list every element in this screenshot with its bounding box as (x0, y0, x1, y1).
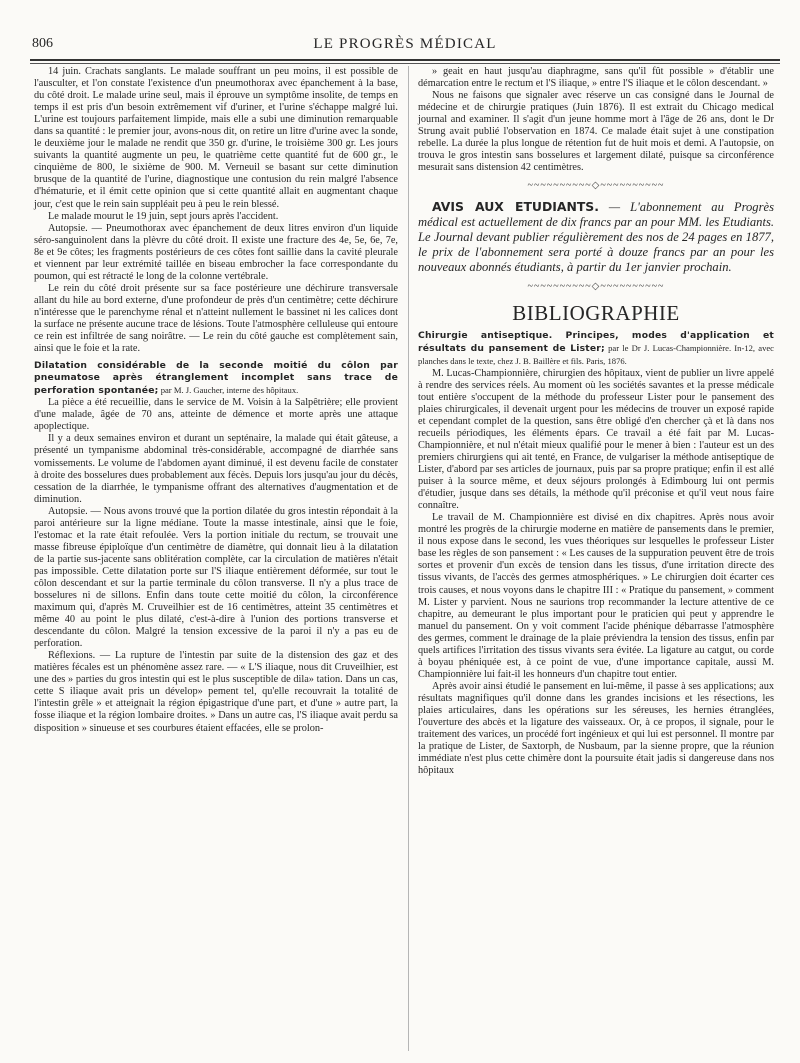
paragraph: Autopsie. — Nous avons trouvé que la portion dilatée du gros intestin répondait à la paroi antérieure sur la ligne médiane. Toute la masse intestinale, ainsi que le foie, l'estomac et la rate était refoulée. Vers la portion initiale du rectum, se trouvait une masse fibreuse épiploïque d'un centimètre de diamètre, qui donnait lieu à la dilatation de la partie sus-jacente sans oblitération complète, car la circulation de matières n'était pas impossible. Cette dilatation porte sur l'S iliaque entièrement déformée, sur tout le côlon descendant et sur la partie terminale du côlon transverse. Il n'y a plus trace de bosselures ni de sillons. Enfin dans toute cette moitié du côlon, la circonférence maximum qui, d'après M. Cruveilhier est de 16 centimètres, atteint 35 centimètres et même 40 au point le plus dilaté, c'est-à-dire à l'union des portions transverse et descendante du côlon. Malgré la tension excessive de la paroi il n'y a pas eu de perforation. (34, 505, 398, 650)
paragraph: Autopsie. — Pneumothorax avec épanchement de deux litres environ d'un liquide séro-sanguinolent dans la plèvre du côté droit. Il existe une fracture des 4e, 5e, 6e, 7e, 8e et 9e côtes; les fragments postérieurs de ces côtes font saillie dans la cavité pleurale et viennent par leur extrémité taillée en biseau embrocher la face correspondante du poumon, qui est rétracté le long de la colonne vertébrale. (34, 222, 398, 282)
header-rule (30, 59, 780, 61)
notice-body: — L'abonnement au Progrès médical est actuellement de dix francs par an pour MM. les Etudiants. Le Journal devant publier régulièrement des nos de 24 pages en 1877, le prix de l'abonnement sera porté à douze francs par an pour les nouveaux abonnés étudiants, à partir du 1er janvier prochain. (418, 200, 774, 275)
paragraph: Réflexions. — La rupture de l'intestin par suite de la distension des gaz et des matières fécales est un phénomène assez rare. — « L'S iliaque, nous dit Cruveilhier, est une des » parties du gros intestin qui est le plus susceptible de dila» tation. Dans un cas, cette S iliaque avait pris un dévelop» pement tel, qu'elle recouvrait la totalité de l'intestin grêle » et atteignait la région épigastrique d'une part, et d'une » autre part, la fosse iliaque et la région lombaire droites. » Dans un autre cas, l'S iliaque avait perdu sa disposition » sinueuse et ses courbures étaient effacées, elle se prolon- (34, 650, 398, 734)
paragraph: » geait en haut jusqu'au diaphragme, sans qu'il fût possible » d'établir une démarcation entre le rectum et l'S iliaque, » entre l'S iliaque et le côlon descendant. » (418, 66, 774, 90)
left-column (34, 66, 398, 735)
paragraph: 14 juin. Crachats sanglants. Le malade souffrant un peu moins, il est possible de l'ausculter, et l'on constate l'existence d'un pneumothorax avec épanchement à la base, du côté droit. Le malade urine seul, mais il éprouve un symptôme insolite, de temps en temps il est pris d'un besoin extrêmement vif d'uriner, et l'urine s'échappe malgré lui. L'urine est toujours parfaitement limpide, mais elle a subi une diminution remarquable dans sa quantité : le premier jour, avons-nous dit, on retire un litre d'urine avec la sonde, le deuxième jour le malade ne rendit que 350 gr. d'urine, le troisième 300 gr. Les jours suivants la quantité augmente un peu, le quatrième cette quantité fut de 600 gr., le cinquième de 800, le sixième de 900. M. Verneuil se basant sur cette diminution brusque de la quantité de l'urine, diagnostique une contusion du rein malgré l'absence d'hématurie, et il émit cette opinion que si cette quantité allait en augmentant chaque jour, c'est que le rein sain suppléait peu à peu le rein blessé. (34, 66, 398, 210)
notice-students (418, 199, 774, 275)
paragraph: Nous ne faisons que signaler avec réserve un cas consigné dans le Journal de médecine et de chirurgie pratiques (Juin 1876). Il est extrait du Chicago medical journal and examiner. Il s'agit d'un jeune homme mort à l'âge de 26 ans, dont le Dr Strung avait publié l'observation en 1874. Ce malade était sujet à une constipation rebelle. La durée la plus longue de rétention fut de huit mois et demi. A l'autopsie, on trouva le gros intestin sans bosselures et largement dilaté, puisque sa circonférence mesurait sans distension 42 centimètres. (418, 90, 774, 174)
column-divider (408, 66, 409, 1051)
book-title: Chirurgie antiseptique. Principes, modes d'application et résultats du pansement de Lister; (418, 329, 774, 354)
case-heading (34, 360, 398, 397)
ornament-divider: ~~~~~~~~~~◇~~~~~~~~~~ (527, 281, 665, 293)
paragraph: Après avoir ainsi étudié le pansement en lui-même, il passe à ses applications; aux résultats magnifiques qu'il donne dans les grandes incisions et les résections, les plaies articulaires, dans les opérations sur les séreuses, les hernies étranglées, l'ouverture des abcès et la ligature des vaisseaux. Or, à ce propos, il signale, pour le traitement des varices, un procédé fort ingénieux et qui lui est personnel. Il montre par la pratique de Lister, de Saxtorph, de Nusbaum, par la sienne propre, que la réunion immédiate n'est plus cette chimère dont la poursuite était jadis si dangereuse dans nos hôpitaux (418, 680, 774, 777)
paragraph: Le rein du côté droit présente sur sa face postérieure une déchirure transversale allant du hile au bord externe, d'une profondeur de près d'un centimètre; cette déchirure n'intéresse que le parenchyme rénal et n'atteint nullement le bassinet ni les calices dont la surface ne présente aucune trace de lésions. Toute l'atmosphère celluleuse qui entoure ce rein est infiltrée de sang noirâtre. — Le rein du côté gauche est complètement sain, ainsi que le foie et la rate. (34, 282, 398, 355)
paragraph: Le travail de M. Championnière est divisé en dix chapitres. Après nous avoir montré les progrès de la chirurgie moderne en matière de pansements dans le premier, il nous expose dans le second, les vues théoriques sur lesquelles le professeur Lister base les règles de son pansement : « Les causes de la suppuration peuvent être de trois sortes et provenir d'un excès de tension dans les tissus, d'une irritation directe des tissus vivants, de l'accès des germes atmosphériques. » Le chirurgien doit écarter ces trois causes, et nous voyons dans le chapitre III : « Pratique du pansement, » comment M. Lister y parvient. Nous ne saurions trop recommander la lecture attentive de ce chapitre, au demeurant le plus important pour le praticien qui peut y apprendre le manuel du pansement. On y voit comment l'acide phénique débarrasse l'atmosphère des germes, comment le drainage de la plaie préviendra la tension des tissus, enfin par quels artifices l'irritation des tissus vivants sera évitée. La ligature au catgut, ou corde à boyau phéniquée est, à ce point de vue, d'une importance capitale, aussi M. Championnière lui fait-il les honneurs d'un chapitre tout entier. (418, 512, 774, 680)
paragraph: Le malade mourut le 19 juin, sept jours après l'accident. (48, 210, 279, 222)
case-author: par M. J. Gaucher, interne des hôpitaux. (158, 385, 299, 396)
section-title-bibliographie: BIBLIOGRAPHIE (512, 300, 680, 325)
header-rule-thin (30, 63, 780, 64)
notice-heading: AVIS AUX ETUDIANTS. (432, 199, 599, 215)
paragraph: Il y a deux semaines environ et durant un septénaire, la malade qui était gâteuse, a présenté un tympanisme abdominal très-considérable, accompagné de diarrhée sans vomissements. Le volume de l'abdomen ayant diminué, il est devenu facile de constater à droite des bosselures dues probablement aux fécès. Depuis lors jusqu'au jour du décès, cessation de la diarrhée, le tympanisme offrant des alternatives d'augmentation et de diminution. (34, 433, 398, 505)
book-heading (418, 330, 774, 368)
book-details: par le Dr J. Lucas-Championnière. In-12, avec planches dans le texte, chez J. B. Baillère et fils. Paris, 1876. (418, 342, 774, 366)
journal-title: LE PROGRÈS MÉDICAL (313, 36, 497, 52)
right-column (418, 66, 774, 777)
paragraph: M. Lucas-Championnière, chirurgien des hôpitaux, vient de publier un livre appelé à rendre des services réels. Au moment où les sociétés savantes et la presse médicale tout entière s'occupent de la méthode du professeur Lister pour le pansement des plaies chirurgicales, il devenait urgent pour les médecins de trouver un exposé rapide et cependant complet de la question, sans être obligé d'en chercher çà et là dans nos recueils périodiques, les éléments épars. Ce travail a été fait par M. Lucas-Championnière, et nul n'était mieux qualifié pour le mener à bien : l'auteur est un des premiers chirurgiens qui ait tenté, en France, de vulgariser la méthode antiseptique de Lister, d'abord par ses articles de journaux, puis par sa propre pratique; enfin il est allé puiser à la source même, et deux séjours prolongés à Edimbourg lui ont permis d'étudier, jusque dans ses détails, la méthode qu'il préconise et qu'il veut nous faire connaître. (418, 367, 774, 512)
page-number: 806 (32, 36, 53, 51)
ornament-divider: ~~~~~~~~~~◇~~~~~~~~~~ (527, 180, 665, 192)
page-header (30, 36, 780, 56)
paragraph: La pièce a été recueillie, dans le service de M. Voisin à la Salpêtrière; elle provient d'une malade, âgée de 70 ans, atteinte de démence et morte après une attaque apoplectique. (34, 397, 398, 433)
case-title: Dilatation considérable de la seconde moitié du côlon par pneumatose après étranglement incomplet sans trace de perforation spontanée; (34, 360, 398, 397)
